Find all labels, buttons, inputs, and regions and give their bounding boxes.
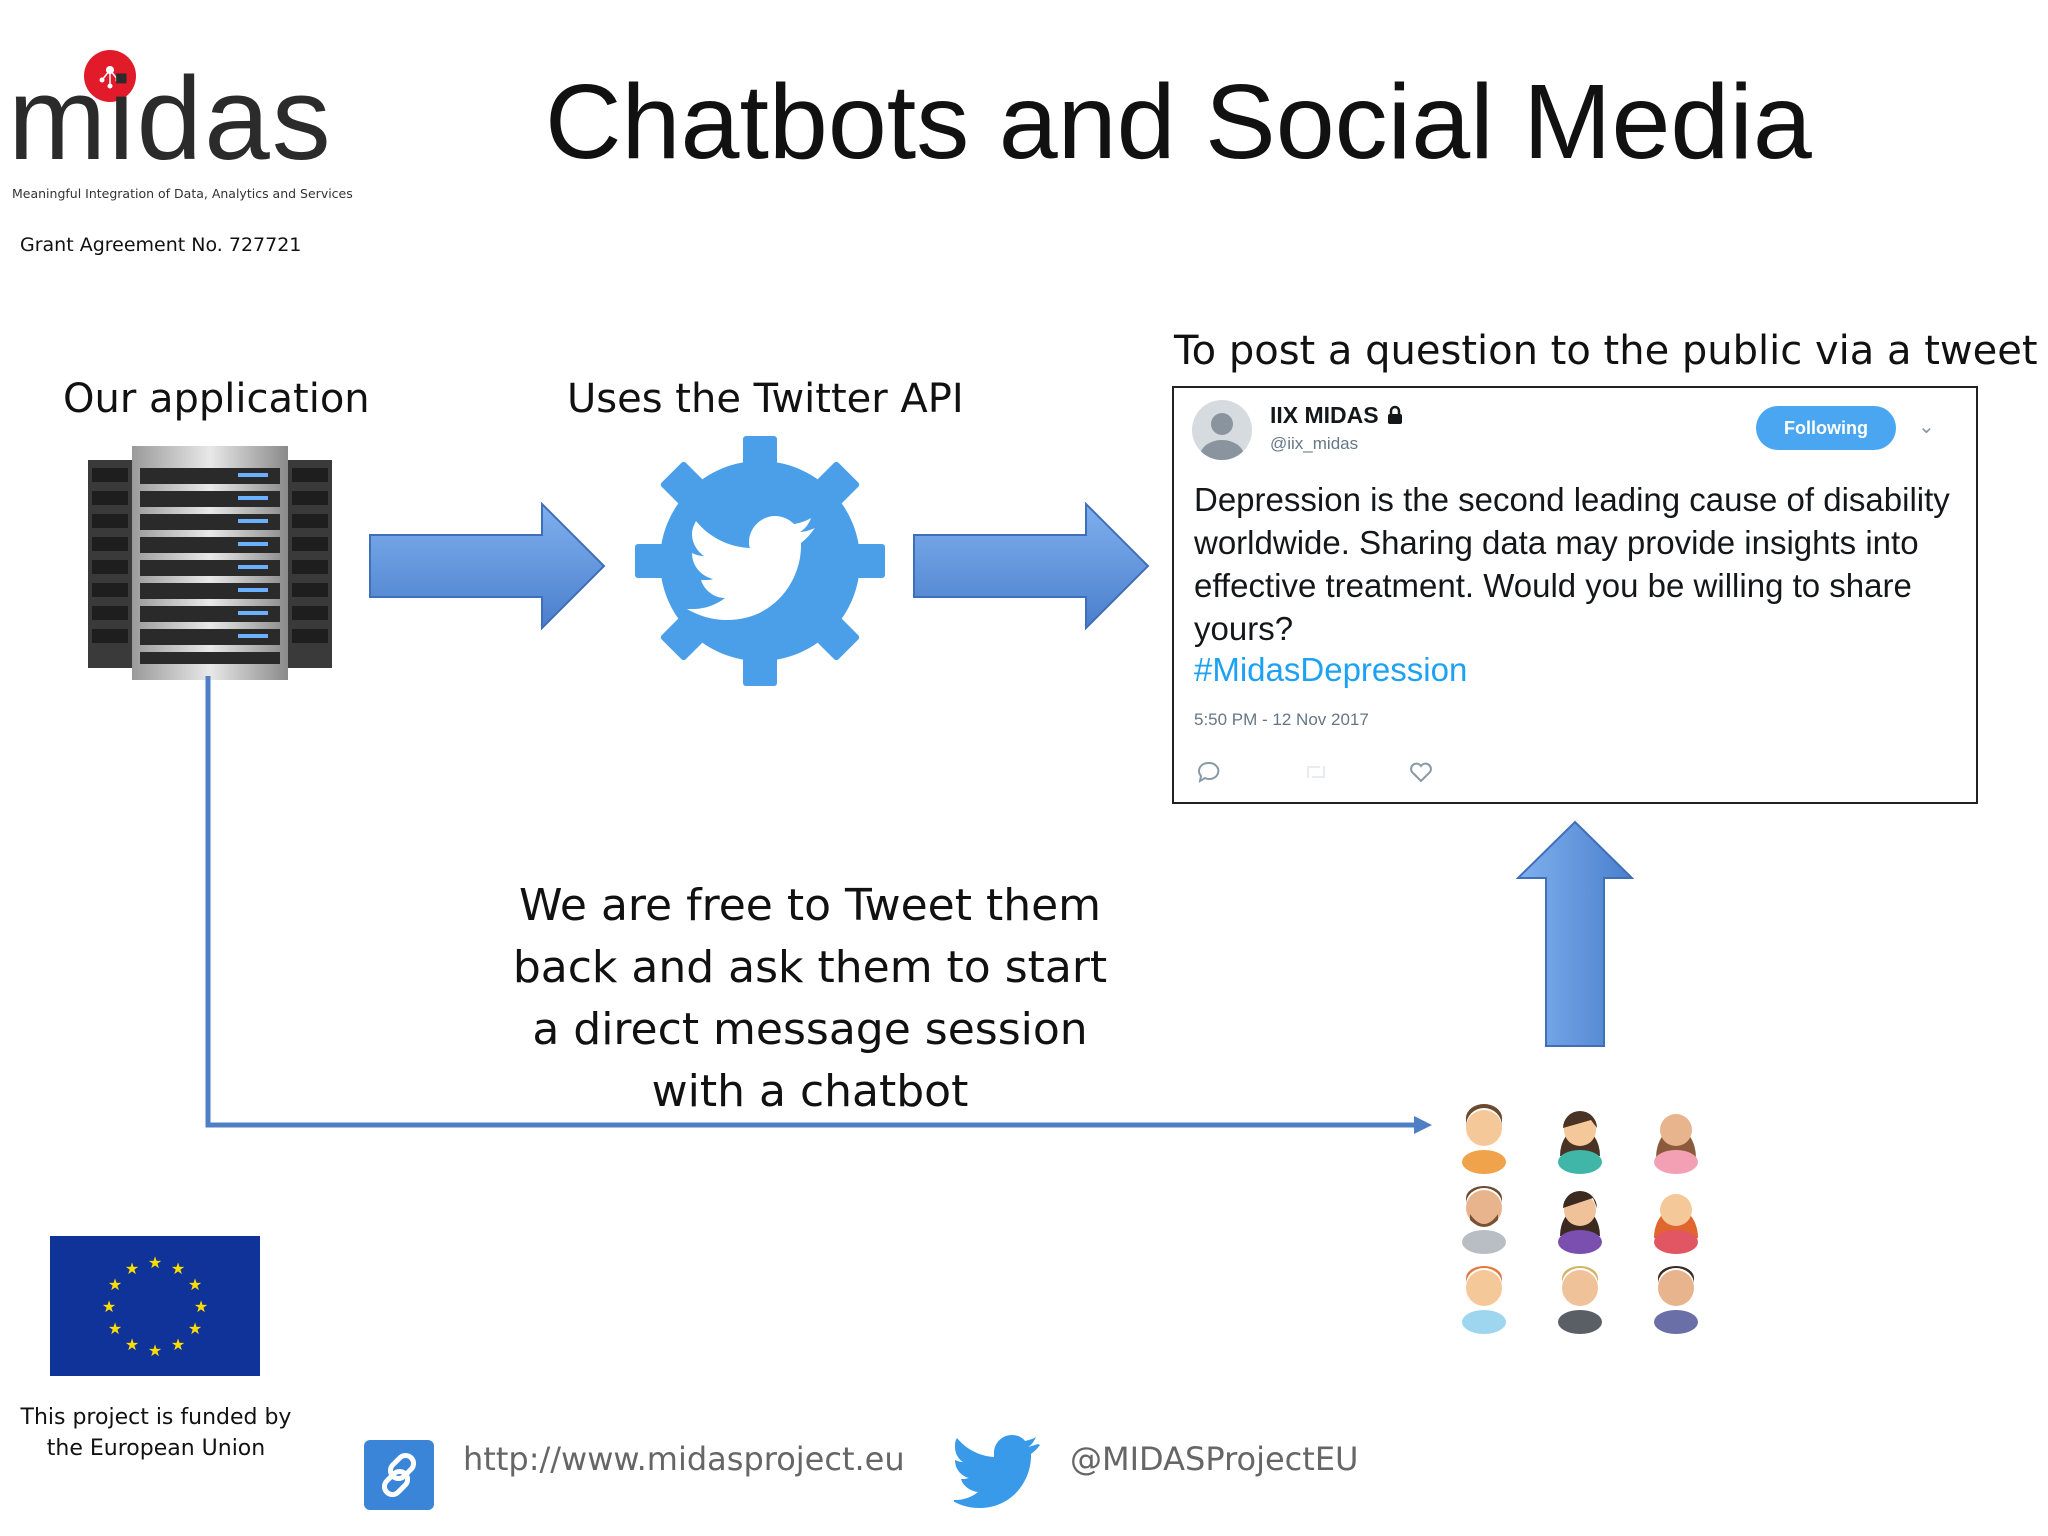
svg-text:★: ★ bbox=[147, 1253, 163, 1272]
svg-text:★: ★ bbox=[107, 1319, 123, 1338]
svg-text:★: ★ bbox=[170, 1259, 186, 1278]
chevron-down-icon[interactable]: ⌄ bbox=[1918, 414, 1935, 438]
person-icon bbox=[1462, 1104, 1506, 1174]
person-icon bbox=[1558, 1191, 1602, 1254]
svg-text:★: ★ bbox=[101, 1297, 117, 1316]
person-icon bbox=[1654, 1194, 1698, 1254]
app-label: Our application bbox=[63, 376, 370, 422]
svg-text:★: ★ bbox=[187, 1319, 203, 1338]
svg-text:★: ★ bbox=[193, 1297, 209, 1316]
tweet-author-handle[interactable]: @iix_midas bbox=[1270, 434, 1359, 453]
middle-line-4: with a chatbot bbox=[651, 1066, 969, 1117]
middle-line-2: back and ask them to start bbox=[512, 942, 1108, 993]
person-icon bbox=[1462, 1266, 1506, 1334]
funded-line-1: This project is funded by bbox=[20, 1405, 292, 1430]
middle-line-3: a direct message session bbox=[532, 1004, 1088, 1055]
twitter-bird-icon[interactable] bbox=[954, 1434, 1040, 1514]
eu-flag-icon bbox=[50, 1236, 260, 1376]
svg-text:★: ★ bbox=[124, 1335, 140, 1354]
svg-text:★: ★ bbox=[147, 1341, 163, 1360]
tweet-hashtag[interactable]: #MidasDepression bbox=[1194, 651, 1468, 688]
funded-line-2: the European Union bbox=[46, 1436, 266, 1461]
svg-text:★: ★ bbox=[107, 1275, 123, 1294]
arrow-to-tweet bbox=[912, 502, 1150, 630]
middle-explanation bbox=[470, 875, 1150, 1123]
tweet-timestamp[interactable]: 5:50 PM - 12 Nov 2017 bbox=[1194, 710, 1369, 729]
eu-funding-note bbox=[20, 1402, 292, 1464]
avatar[interactable] bbox=[1192, 400, 1252, 460]
project-url-link[interactable]: http://www.midasproject.eu bbox=[463, 1440, 905, 1478]
api-label: Uses the Twitter API bbox=[567, 376, 964, 422]
svg-text:★: ★ bbox=[187, 1275, 203, 1294]
midas-logo: midas bbox=[8, 53, 333, 185]
lock-icon bbox=[1385, 405, 1405, 425]
middle-line-1: We are free to Tweet them bbox=[518, 880, 1102, 931]
logo-tagline: Meaningful Integration of Data, Analytics and Services bbox=[12, 186, 353, 201]
tweet-caption: To post a question to the public via a tweet bbox=[1174, 328, 2038, 374]
tweet-text: Depression is the second leading cause of disability worldwide. Sharing data may provide insights into effective treatment. Would you be willing to share yours? bbox=[1194, 481, 1950, 647]
arrow-up-to-tweet bbox=[1516, 820, 1634, 1048]
following-button[interactable]: Following bbox=[1756, 406, 1896, 450]
twitter-api-gear-icon bbox=[635, 436, 885, 686]
person-icon bbox=[1558, 1111, 1602, 1174]
server-rack-icon bbox=[88, 446, 332, 680]
link-icon[interactable] bbox=[364, 1440, 434, 1510]
people-group bbox=[1452, 1096, 1724, 1336]
person-icon bbox=[1654, 1266, 1698, 1334]
person-icon bbox=[1558, 1266, 1602, 1334]
tweet-author-name[interactable]: IIX MIDAS bbox=[1270, 402, 1405, 429]
person-icon bbox=[1462, 1186, 1506, 1254]
page-title: Chatbots and Social Media bbox=[545, 63, 1812, 181]
arrow-to-api bbox=[368, 502, 606, 630]
grant-agreement: Grant Agreement No. 727721 bbox=[20, 234, 302, 256]
person-icon bbox=[1654, 1114, 1698, 1174]
svg-text:★: ★ bbox=[170, 1335, 186, 1354]
svg-text:★: ★ bbox=[124, 1259, 140, 1278]
twitter-handle-link[interactable]: @MIDASProjectEU bbox=[1070, 1440, 1359, 1478]
